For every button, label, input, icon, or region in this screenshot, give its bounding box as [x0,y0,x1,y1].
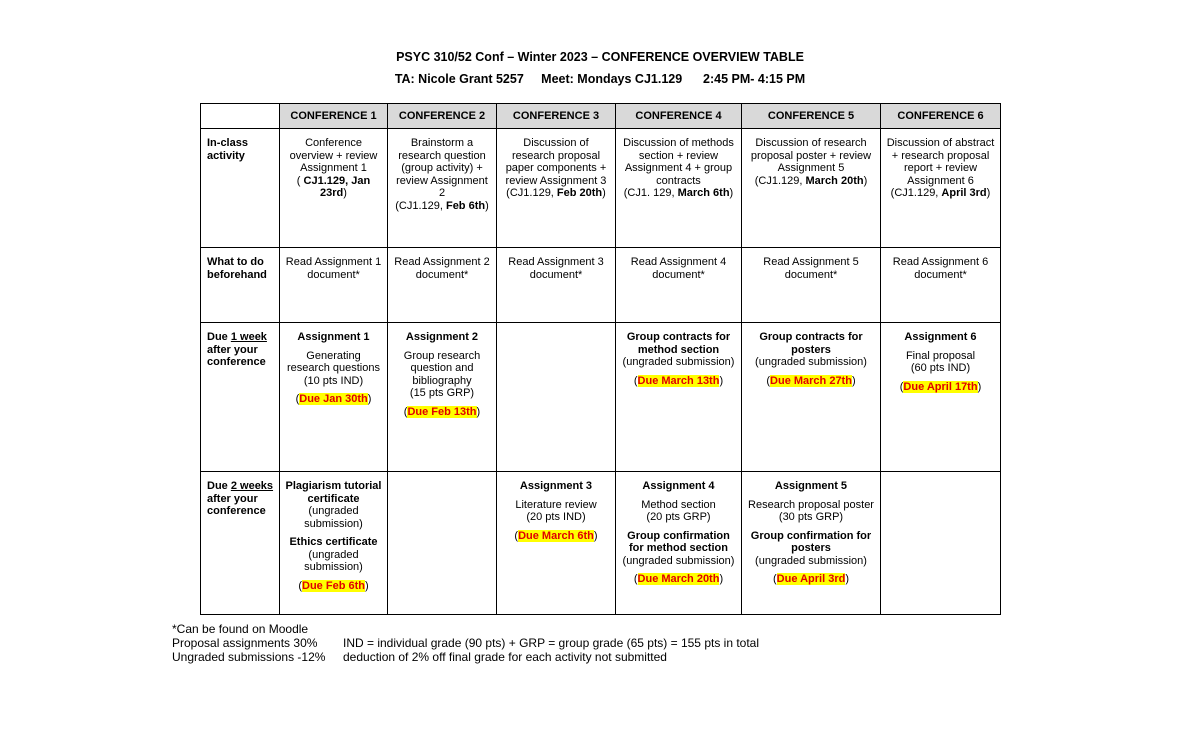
item-title: Assignment 5 [774,480,848,492]
beforehand-cell: Read Assignment 6 document* [881,248,1001,323]
item-note: (ungraded submission) [304,548,363,573]
column-header: CONFERENCE 4 [616,104,742,129]
beforehand-cell: Read Assignment 1 document* [280,248,388,323]
table-row [201,472,1001,615]
row-label-beforehand: What to do beforehand [201,248,280,323]
inclass-cell [280,129,388,248]
inclass-loc-open: (CJ1.129, [395,199,446,212]
item-note: (ungraded submission) [755,356,867,368]
item-note: (ungraded submission) [622,356,735,368]
inclass-text: Discussion of research proposal paper components + review Assignment 3 [505,137,607,187]
footnote-ungraded [172,650,667,664]
due-date: Due Feb 6th [302,579,365,592]
column-header: CONFERENCE 1 [280,104,388,129]
due1-cell: Group contracts for posters (ungraded submission) (Due March 27th) [742,323,881,472]
page-title: PSYC 310/52 Conf – Winter 2023 – CONFERENCE OVERVIEW TABLE [396,50,804,64]
inclass-loc-date: Feb 20th [556,187,603,199]
inclass-text: Discussion of research proposal poster + review Assignment 5 [750,137,872,174]
inclass-loc-open: (CJ1. 129, [623,187,678,199]
table-header-row [201,104,1001,129]
inclass-text: Discussion of abstract + research proposal report + review Assignment 6 [886,137,995,187]
item-description: Method section [641,498,716,511]
due1-cell: Group contracts for method section (ungraded submission) (Due March 13th) [616,323,742,472]
due-date: Due March 6th [518,529,594,542]
due2-cell-empty [881,472,1001,615]
due1-cell: Assignment 1 Generating research questions (10 pts IND) (Due Jan 30th) [280,323,388,472]
inclass-loc-close: ) [986,187,991,199]
ta-info: TA: Nicole Grant 5257 [394,72,524,86]
inclass-loc-date: March 6th [677,187,730,199]
table-row [201,129,1001,248]
item-description: Group research question and bibliography [403,349,481,387]
inclass-cell [742,129,881,248]
due2-cell: Plagiarism tutorial certificate (ungraded submission) Ethics certificate (ungraded submission) (Due Feb 6th) [280,472,388,615]
inclass-loc-open: (CJ1.129, [506,187,557,199]
item-points: (60 pts IND) [910,362,971,374]
inclass-loc-close: ) [729,187,734,199]
beforehand-cell: Read Assignment 4 document* [616,248,742,323]
due2-cell: Assignment 5 Research proposal poster (30 pts GRP) Group confirmation for posters (ungraded submission) (Due April 3rd) [742,472,881,615]
column-header: CONFERENCE 3 [497,104,616,129]
item-note: (ungraded submission) [755,554,867,567]
due-date: Due Feb 13th [407,405,477,418]
inclass-cell [497,129,616,248]
row-label-underlined: 2 weeks [230,480,274,492]
item-description: Generating research questions [287,349,380,374]
item-title: Ethics certificate [289,536,378,548]
beforehand-cell: Read Assignment 3 document* [497,248,616,323]
inclass-loc-close: ) [343,187,347,199]
column-header: CONFERENCE 6 [881,104,1001,129]
item-title: Group confirmation for posters [750,529,872,554]
item-points: (10 pts IND) [303,374,364,387]
footnote-text: deduction of 2% off final grade for each activity not submitted [343,650,667,664]
due-date: Due March 27th [770,374,852,387]
item-title: Group contracts for method section [626,331,731,356]
row-label-text: Due [207,480,231,492]
item-title: Group contracts for posters [759,331,863,356]
item-points: (20 pts IND) [526,511,586,523]
footnote-moodle: *Can be found on Moodle [172,622,309,636]
inclass-loc-date: Feb 6th [445,199,486,212]
row-label-text: Due [207,331,231,343]
due-date: Due April 17th [903,380,978,393]
due-date: Due Jan 30th [299,393,368,405]
due-date: Due March 20th [637,573,720,585]
inclass-loc-open: ( [296,174,304,187]
item-title: Assignment 2 [405,331,479,343]
inclass-loc-open: (CJ1.129, [890,187,942,199]
item-note: (ungraded submission) [304,505,363,530]
due2-cell: Assignment 4 Method section (20 pts GRP) Group confirmation for method section (ungraded submission) (Due March 20th) [616,472,742,615]
time-info: 2:45 PM- 4:15 PM [703,72,806,86]
item-title: Assignment 1 [297,331,370,343]
beforehand-cell: Read Assignment 5 document* [742,248,881,323]
inclass-cell [616,129,742,248]
due2-cell: Assignment 3 Literature review (20 pts IND) (Due March 6th) [497,472,616,615]
inclass-loc-close: ) [602,187,606,199]
meet-info: Meet: Mondays CJ1.129 [541,72,683,86]
item-points: (30 pts GRP) [778,511,844,523]
column-header: CONFERENCE 5 [742,104,881,129]
inclass-text: Brainstorm a research question (group activity) + review Assignment 2 [396,137,488,199]
inclass-loc-date: CJ1.129, Jan 23rd [303,174,371,199]
row-label-due-2-weeks [201,472,280,615]
item-points: (20 pts GRP) [646,511,711,523]
due1-cell-empty [497,323,616,472]
row-label-underlined: 1 week [230,331,267,343]
item-title: Assignment 3 [519,480,593,492]
table-row [201,323,1001,472]
item-title: Assignment 6 [904,331,977,343]
inclass-loc-close: ) [863,174,868,187]
meeting-info [0,72,1200,86]
inclass-cell [388,129,497,248]
inclass-text: Discussion of methods section + review Assignment 4 + group contracts [623,137,734,187]
table-row [201,248,1001,323]
item-note: (ungraded submission) [622,554,735,567]
item-title: Assignment 4 [642,480,715,492]
footnote-proposal [172,636,759,650]
row-label-text: after your conference [207,343,266,368]
due-date: Due March 13th [637,374,720,387]
conference-overview-table [200,103,1001,615]
item-description: Literature review [515,498,597,511]
item-title: Group confirmation for method section [627,529,730,554]
inclass-cell [881,129,1001,248]
item-description: Research proposal poster [748,498,874,511]
row-label-inclass: In-class activity [201,129,280,248]
inclass-loc-close: ) [485,199,489,212]
corner-cell [201,104,280,129]
due1-cell: Assignment 2 Group research question and bibliography (15 pts GRP) (Due Feb 13th) [388,323,497,472]
inclass-loc-date: April 3rd [941,187,987,199]
inclass-loc-date: March 20th [805,174,864,187]
row-label-text: after your conference [207,492,266,517]
row-label-due-1-week [201,323,280,472]
footnote-label: Ungraded submissions -12% [172,650,326,664]
item-points: (15 pts GRP) [409,387,475,399]
column-header: CONFERENCE 2 [388,104,497,129]
footnote-label: Proposal assignments 30% [172,636,318,650]
inclass-text: Conference overview + review Assignment 1 [289,137,378,174]
item-title: Plagiarism tutorial certificate [285,480,382,505]
item-description: Final proposal [905,349,976,362]
due1-cell: Assignment 6 Final proposal (60 pts IND) (Due April 17th) [881,323,1001,472]
footnote-text: IND = individual grade (90 pts) + GRP = group grade (65 pts) = 155 pts in total [343,636,760,650]
due2-cell-empty [388,472,497,615]
inclass-loc-open: (CJ1.129, [754,174,806,187]
beforehand-cell: Read Assignment 2 document* [388,248,497,323]
due-date: Due April 3rd [776,573,846,585]
